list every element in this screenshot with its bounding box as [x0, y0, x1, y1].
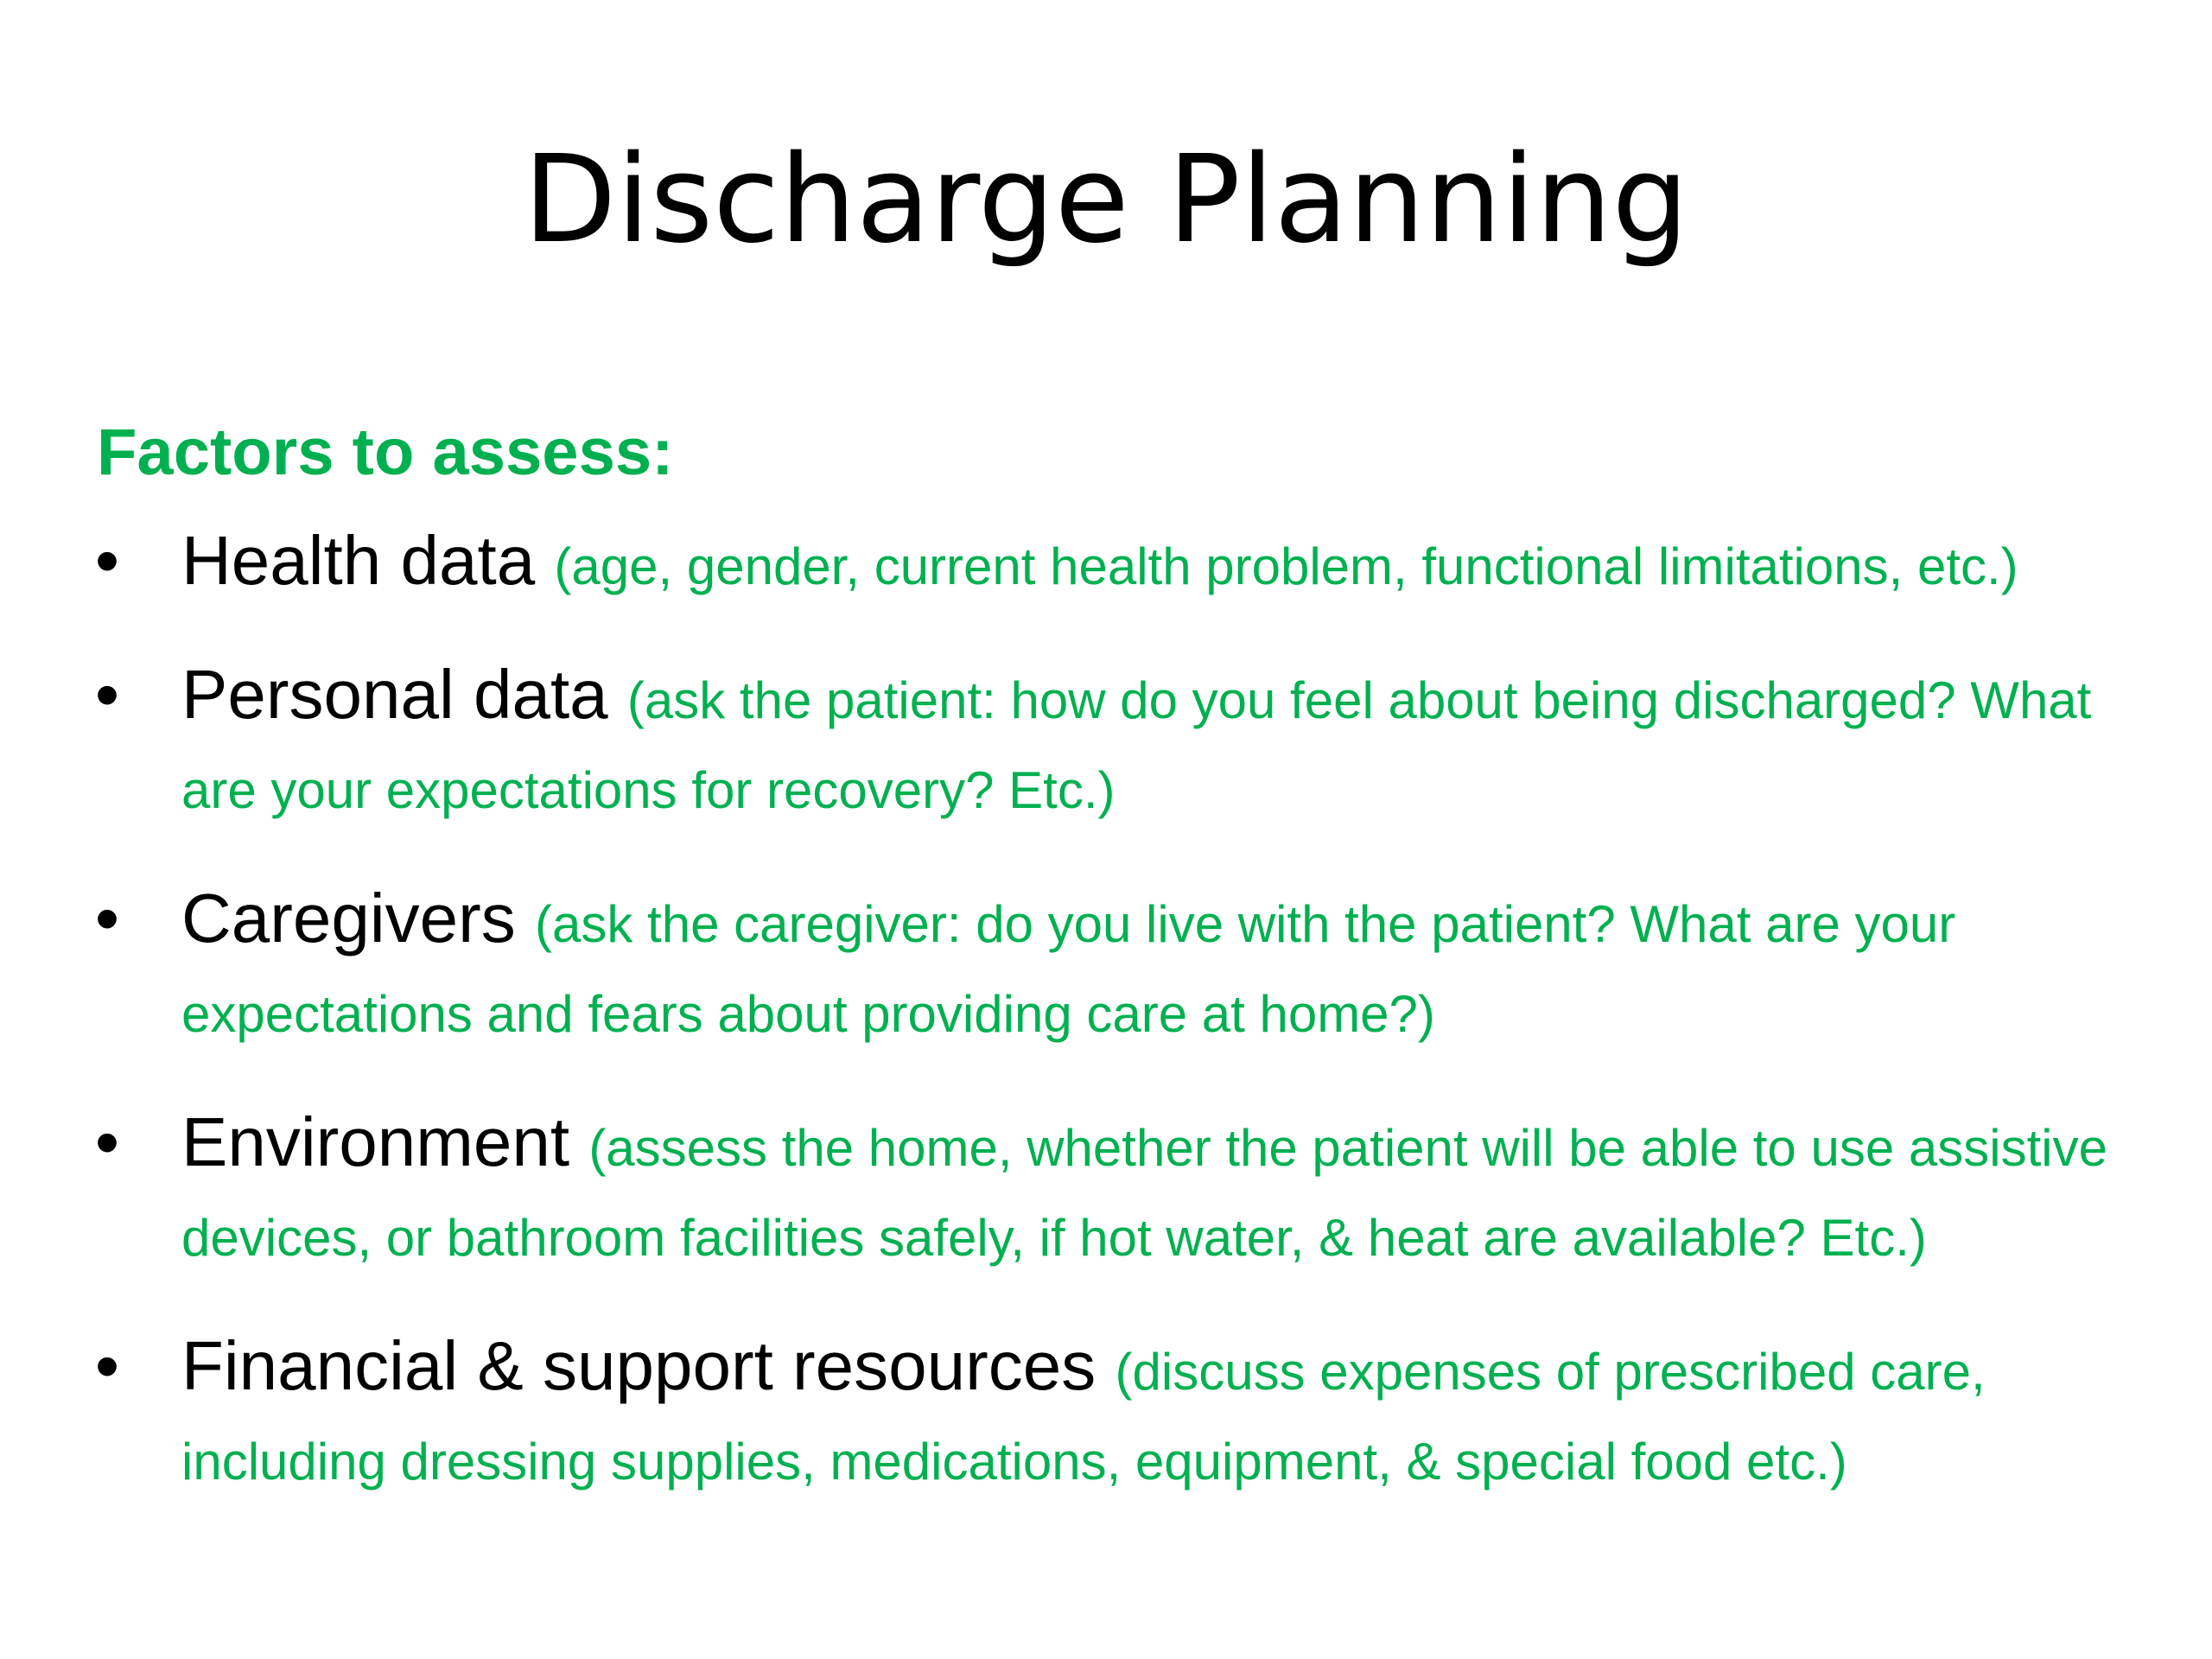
bullet-dot-icon: •	[95, 656, 120, 733]
bullet-term: Personal data	[181, 656, 627, 733]
bullet-list	[86, 523, 2160, 1552]
bullet-dot-icon: •	[95, 522, 120, 599]
bullet-term: Financial & support resources	[181, 1327, 1116, 1404]
bullet-dot-icon: •	[95, 1103, 120, 1180]
bullet-item-caregivers	[86, 880, 2160, 1066]
bullet-description: (age, gender, current health problem, functional limitations, etc.)	[554, 537, 2018, 595]
bullet-dot-icon: •	[95, 1327, 120, 1404]
bullet-description: (ask the patient: how do you feel about being discharged? What are your expectations for recovery? Etc.)	[181, 671, 2092, 819]
bullet-description: (discuss expenses of prescribed care, including dressing supplies, medications, equipment, & special food etc.)	[181, 1343, 1986, 1491]
bullet-term: Environment	[181, 1103, 589, 1180]
bullet-item-financial-support-resources	[86, 1328, 2160, 1514]
bullet-item-personal-data	[86, 657, 2160, 842]
bullet-description: (ask the caregiver: do you live with the patient? What are your expectations and fears about providing care at home?)	[181, 895, 1956, 1043]
subheading: Factors to assess:	[97, 416, 674, 489]
bullet-description: (assess the home, whether the patient will be able to use assistive devices, or bathroom facilities safely, if hot water, & heat are available? Etc.)	[181, 1119, 2107, 1267]
bullet-term: Health data	[181, 522, 555, 599]
bullet-item-environment	[86, 1104, 2160, 1290]
slide-title: Discharge Planning	[523, 130, 1689, 270]
bullet-term: Caregivers	[181, 880, 536, 957]
bullet-dot-icon: •	[95, 880, 120, 957]
bullet-item-health-data	[86, 523, 2160, 619]
